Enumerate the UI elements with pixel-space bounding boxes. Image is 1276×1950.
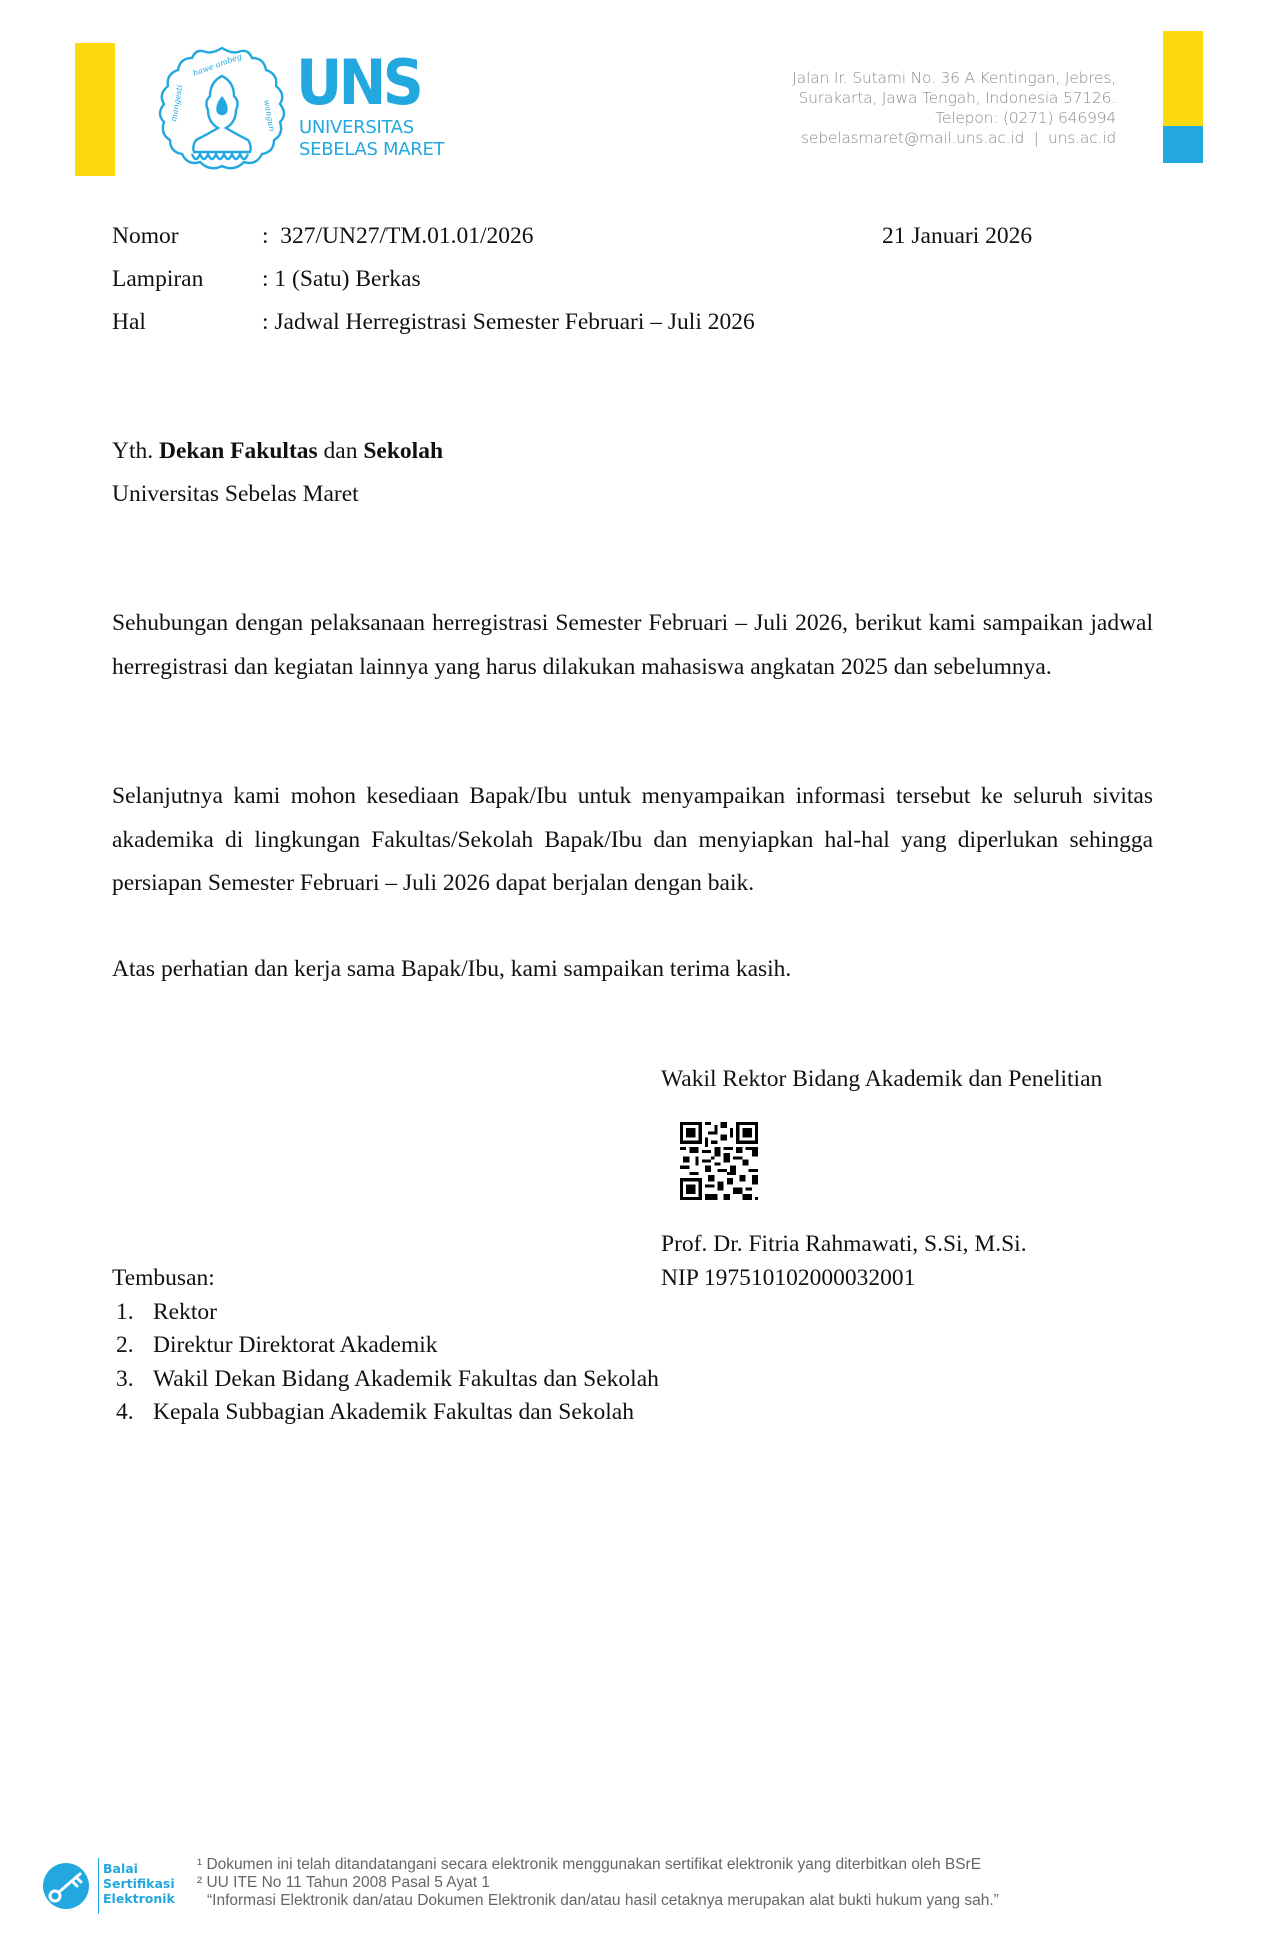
uns-logo-line1: UNIVERSITAS bbox=[299, 117, 414, 138]
uns-logo-wordmark: UNS bbox=[296, 46, 421, 119]
tembusan-item: Direktur Direktorat Akademik bbox=[153, 1332, 438, 1358]
recipient-institution: Universitas Sebelas Maret bbox=[112, 481, 359, 507]
letterhead-yellow-bar bbox=[75, 43, 115, 176]
footnote-2: ² UU ITE No 11 Tahun 2008 Pasal 5 Ayat 1 bbox=[197, 1874, 490, 1891]
bsre-key-icon bbox=[42, 1862, 92, 1910]
bsre-divider bbox=[98, 1858, 99, 1914]
signatory-nip: NIP 197510102000032001 bbox=[661, 1265, 916, 1291]
svg-text:hawe ambeg: hawe ambeg bbox=[191, 51, 243, 78]
body-paragraph-1: Sehubungan dengan pelaksanaan herregistrasi Semester Februari – Juli 2026, berikut kami sampaikan jadwal herregistrasi dan kegiatan lainnya yang harus dilakukan mahasiswa angkatan 2025 dan sebelumnya. bbox=[112, 610, 1153, 680]
tembusan-item-number: 4. bbox=[116, 1399, 134, 1425]
uns-emblem-icon bbox=[152, 42, 292, 178]
nomor-value: : 327/UN27/TM.01.01/2026 bbox=[262, 223, 534, 249]
uns-logo-line2: SEBELAS MARET bbox=[299, 139, 445, 160]
recipient-bold-2: Sekolah bbox=[363, 438, 444, 464]
bsre-logo-text bbox=[103, 1861, 175, 1906]
svg-text:mangesti: mangesti bbox=[169, 84, 185, 123]
recipient-mid: dan bbox=[317, 438, 364, 464]
footnote-quote: “Informasi Elektronik dan/atau Dokumen Elektronik dan/atau hasil cetaknya merupakan alat bukti hukum yang sah.” bbox=[207, 1892, 999, 1909]
svg-text:wangun: wangun bbox=[262, 98, 277, 133]
recipient-bold-1: Dekan Fakultas bbox=[159, 438, 318, 464]
tembusan-item-number: 2. bbox=[116, 1332, 134, 1358]
bsre-line: Sertifikasi bbox=[103, 1876, 175, 1891]
nomor-label: Nomor bbox=[112, 223, 179, 249]
footnote-1: ¹ Dokumen ini telah ditandatangani secara elektronik menggunakan sertifikat elektronik yang diterbitkan oleh BSrE bbox=[197, 1856, 982, 1873]
recipient-prefix: Yth. bbox=[112, 438, 159, 464]
lampiran-label: Lampiran bbox=[112, 266, 204, 292]
qr-code-icon bbox=[680, 1122, 758, 1200]
letterhead-blue-bar-right bbox=[1163, 126, 1203, 163]
letterhead-address bbox=[792, 68, 1116, 148]
bsre-line: Elektronik bbox=[103, 1891, 175, 1906]
tembusan-item: Wakil Dekan Bidang Akademik Fakultas dan Sekolah bbox=[153, 1366, 659, 1392]
signatory-name: Prof. Dr. Fitria Rahmawati, S.Si, M.Si. bbox=[661, 1231, 1027, 1257]
tembusan-item-number: 3. bbox=[116, 1366, 134, 1392]
letterhead-yellow-bar-right bbox=[1163, 31, 1203, 126]
bsre-line: Balai bbox=[103, 1861, 138, 1876]
recipient-line bbox=[112, 437, 443, 465]
hal-value: : Jadwal Herregistrasi Semester Februari – Juli 2026 bbox=[262, 309, 755, 335]
tembusan-item: Kepala Subbagian Akademik Fakultas dan Sekolah bbox=[153, 1399, 634, 1425]
body-paragraph-closing: Atas perhatian dan kerja sama Bapak/Ibu, kami sampaikan terima kasih. bbox=[112, 956, 792, 982]
address-line: Jalan Ir. Sutami No. 36 A Kentingan, Jebres, bbox=[792, 69, 1116, 87]
tembusan-item-number: 1. bbox=[116, 1299, 134, 1325]
lampiran-value: : 1 (Satu) Berkas bbox=[262, 266, 421, 292]
phone-line: Telepon: (0271) 646994 bbox=[935, 109, 1116, 127]
contact-line: sebelasmaret@mail.uns.ac.id | uns.ac.id bbox=[801, 129, 1116, 147]
tembusan-title: Tembusan: bbox=[112, 1265, 215, 1291]
letter-date: 21 Januari 2026 bbox=[882, 223, 1033, 249]
body-paragraph-2: Selanjutnya kami mohon kesediaan Bapak/Ibu untuk menyampaikan informasi tersebut ke seluruh sivitas akademika di lingkungan Fakultas/Sekolah Bapak/Ibu dan menyiapkan hal-hal yang diperlukan sehingga persiapan Semester Februari – Juli 2026 dapat berjalan dengan baik. bbox=[112, 783, 1153, 896]
signatory-position: Wakil Rektor Bidang Akademik dan Penelitian bbox=[661, 1066, 1103, 1092]
tembusan-item: Rektor bbox=[153, 1299, 217, 1325]
address-line: Surakarta, Jawa Tengah, Indonesia 57126. bbox=[798, 89, 1116, 107]
hal-label: Hal bbox=[112, 309, 146, 335]
